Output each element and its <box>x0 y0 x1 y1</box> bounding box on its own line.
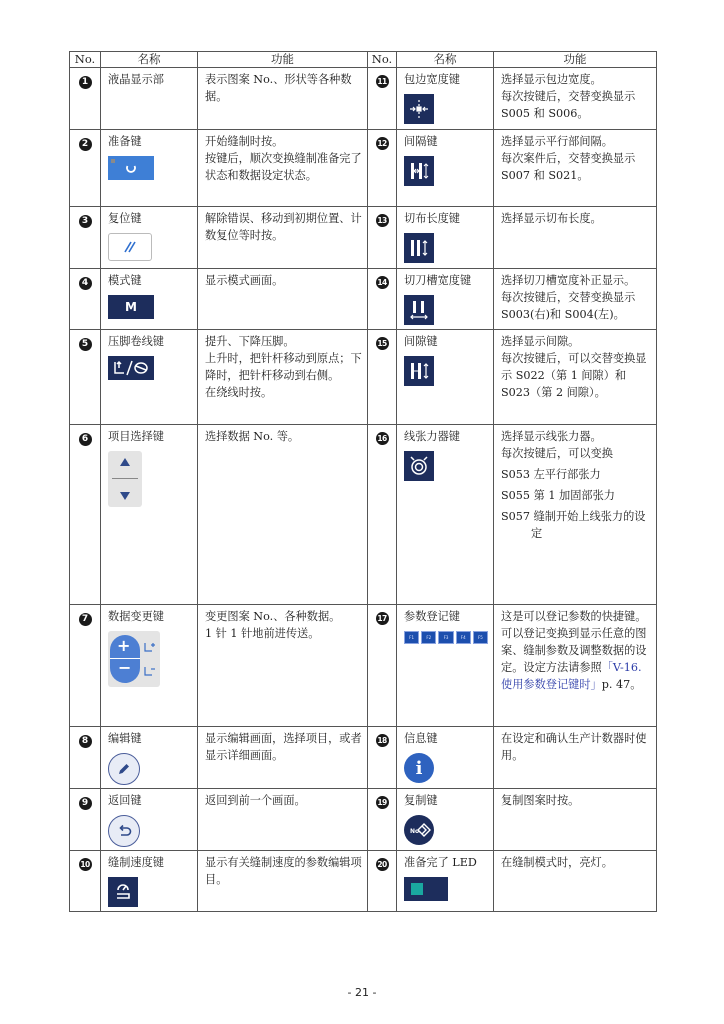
function-text: 按键后，顺次变换缝制准备完了状态和数据设定状态。 <box>205 152 362 182</box>
reset-icon <box>108 233 152 261</box>
page-number: - 21 - <box>347 986 377 999</box>
function-text: 选择显示线张力器。 <box>501 430 602 443</box>
interval-icon <box>404 156 434 186</box>
hem-width-icon <box>404 94 434 124</box>
cloth-cut-length-icon <box>404 233 434 263</box>
number-badge: 11 <box>377 77 387 86</box>
key-name: 项目选择键 <box>108 430 164 443</box>
thread-tension-icon <box>404 451 434 481</box>
f4-key: F4 <box>456 631 471 644</box>
table-row <box>70 425 657 605</box>
key-name: 准备键 <box>108 135 142 148</box>
f1-key: F1 <box>404 631 419 644</box>
function-text: 每次案件后，交替变换显示 S007 和 S021。 <box>501 152 636 182</box>
number-badge: 15 <box>377 339 387 348</box>
number-badge: 12 <box>377 139 387 148</box>
clearance-icon <box>404 356 434 386</box>
number-badge: 19 <box>377 798 387 807</box>
table-row <box>70 727 657 789</box>
f5-key: F5 <box>473 631 488 644</box>
key-name: 间隔键 <box>404 135 438 148</box>
number-badge: 1 <box>79 76 92 89</box>
key-name: 线张力器键 <box>404 430 460 443</box>
key-name: 参数登记键 <box>404 610 460 623</box>
function-text: 开始缝制时按。 <box>205 135 284 148</box>
key-name: 包边宽度键 <box>404 73 460 86</box>
function-text: 上升时，把针杆移动到原点；下降时，把针杆移动到右侧。 <box>205 352 362 382</box>
tension-list-item: S053 左平行部张力 <box>501 468 601 481</box>
function-text: 变更图案 No.、各种数据。 <box>205 610 341 623</box>
key-name: 间隙键 <box>404 335 438 348</box>
ready-led-icon <box>404 877 448 901</box>
function-text: 表示图案 No.、形状等各种数据。 <box>205 73 352 103</box>
key-name: 复位键 <box>108 212 142 225</box>
function-text: 1 针 1 针地前进传送。 <box>205 627 320 640</box>
key-name: 编辑键 <box>108 732 142 745</box>
key-name: 切布长度键 <box>404 212 460 225</box>
key-name: 复制键 <box>404 794 438 807</box>
function-text: 每次按键后，可以变换 <box>501 447 613 460</box>
header-no: No. <box>368 52 397 68</box>
number-badge: 20 <box>377 860 387 869</box>
header-no: No. <box>70 52 101 68</box>
function-text: 选择显示包边宽度。 <box>501 73 602 86</box>
function-text: 显示有关缝制速度的参数编辑项目。 <box>205 856 362 886</box>
number-badge: 6 <box>79 433 92 446</box>
header-name: 名称 <box>397 52 494 68</box>
data-change-icon: + − <box>108 631 160 687</box>
header-function: 功能 <box>198 52 368 68</box>
function-text: 解除错误、移动到初期位置、计数复位等时按。 <box>205 212 362 242</box>
return-icon <box>108 815 140 847</box>
presser-winder-icon <box>108 356 154 380</box>
number-badge: 17 <box>377 614 387 623</box>
reference-link[interactable]: 「V-16. 使用参数登记键时」 <box>501 661 642 691</box>
function-text: 每次按键后，交替变换显示 S003(右)和 S004(左)。 <box>501 291 636 321</box>
key-name: 液晶显示部 <box>108 73 164 86</box>
key-name: 准备完了 LED <box>404 856 477 869</box>
info-icon: i <box>404 753 434 783</box>
key-name: 缝制速度键 <box>108 856 164 869</box>
function-text: 在缝制模式时，亮灯。 <box>501 856 613 869</box>
number-badge: 3 <box>79 215 92 228</box>
function-text: 每次按键后，可以交替变换显示 S022（第 1 间隙）和 S023（第 2 间隙）。 <box>501 352 647 399</box>
key-name: 压脚卷线键 <box>108 335 164 348</box>
knife-groove-width-icon <box>404 295 434 325</box>
tension-list-item: S055 第 1 加固部张力 <box>501 489 615 502</box>
table-row <box>70 130 657 207</box>
key-name: 返回键 <box>108 794 142 807</box>
ready-icon <box>108 156 154 180</box>
key-name: 模式键 <box>108 274 142 287</box>
number-badge: 14 <box>377 278 387 287</box>
function-text: 显示编辑画面，选择项目，或者显示详细画面。 <box>205 732 362 762</box>
table-row <box>70 605 657 727</box>
table-row <box>70 330 657 425</box>
number-badge: 4 <box>79 277 92 290</box>
key-name: 数据变更键 <box>108 610 164 623</box>
function-text: 可以登记变换到显示任意的图案、缝制参数及调整数据的设定。设定方法请参照「V-16. 使用参数登记键时」p. 47。 <box>501 627 647 691</box>
function-text: 选择显示切布长度。 <box>501 212 602 225</box>
f3-key: F3 <box>438 631 453 644</box>
function-text: 选择切刀槽宽度补正显示。 <box>501 274 636 287</box>
copy-icon: No. <box>404 815 434 845</box>
function-text: 选择显示平行部间隔。 <box>501 135 613 148</box>
number-badge: 9 <box>79 797 92 810</box>
table-row <box>70 789 657 851</box>
function-text: 提升、下降压脚。 <box>205 335 295 348</box>
function-text: 在绕线时按。 <box>205 386 273 399</box>
function-text: 每次按键后，交替变换显示 S005 和 S006。 <box>501 90 636 120</box>
function-text: 选择数据 No. 等。 <box>205 430 300 443</box>
f2-key: F2 <box>421 631 436 644</box>
key-function-table <box>69 51 657 912</box>
function-text: 这是可以登记参数的快捷键。 <box>501 610 647 623</box>
tension-list-item: S057 缝制开始上线张力的设定 <box>501 510 646 540</box>
number-badge: 16 <box>377 434 387 443</box>
number-badge: 7 <box>79 613 92 626</box>
number-badge: 10 <box>80 860 90 869</box>
table-row <box>70 68 657 130</box>
number-badge: 13 <box>377 216 387 225</box>
function-text: 显示模式画面。 <box>205 274 284 287</box>
key-name: 信息键 <box>404 732 438 745</box>
mode-icon: M <box>108 295 154 319</box>
header-function: 功能 <box>494 52 657 68</box>
function-text: 选择显示间隙。 <box>501 335 580 348</box>
edit-icon <box>108 753 140 785</box>
number-badge: 5 <box>79 338 92 351</box>
table-header-row <box>70 52 657 68</box>
item-select-icon <box>108 451 142 507</box>
table-row <box>70 207 657 269</box>
function-text: 复制图案时按。 <box>501 794 580 807</box>
function-text: 在设定和确认生产计数器时使用。 <box>501 732 647 762</box>
parameter-register-icon <box>404 631 488 644</box>
table-row <box>70 269 657 330</box>
function-text: 返回到前一个画面。 <box>205 794 306 807</box>
header-name: 名称 <box>101 52 198 68</box>
sewing-speed-icon <box>108 877 138 907</box>
number-badge: 8 <box>79 735 92 748</box>
table-row <box>70 851 657 912</box>
number-badge: 2 <box>79 138 92 151</box>
number-badge: 18 <box>377 736 387 745</box>
key-name: 切刀槽宽度键 <box>404 274 472 287</box>
